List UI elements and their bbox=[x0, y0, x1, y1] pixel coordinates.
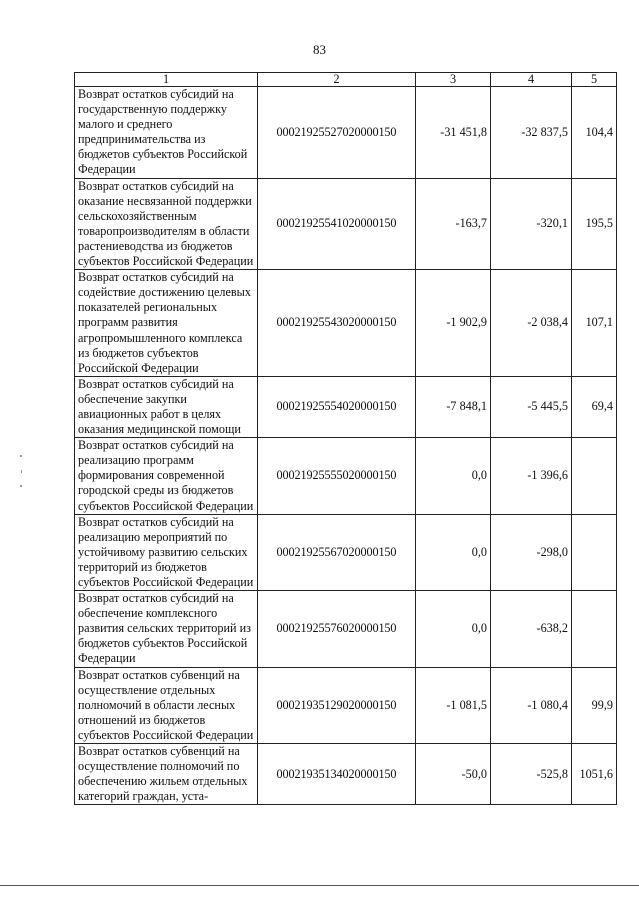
budget-code-cell: 00021935134020000150 bbox=[258, 744, 416, 805]
scan-speck bbox=[20, 455, 22, 457]
budget-code-cell: 00021925543020000150 bbox=[258, 270, 416, 377]
value-col3-cell: -31 451,8 bbox=[416, 87, 491, 179]
table-row bbox=[75, 744, 617, 805]
table-row bbox=[75, 87, 617, 179]
revenue-name-cell: Возврат остатков субвенций на осуществление полномочий по обеспечению жильем отдельных категорий граждан, уста- bbox=[75, 744, 258, 805]
budget-code-cell: 00021935129020000150 bbox=[258, 667, 416, 743]
scan-speck bbox=[20, 485, 22, 487]
header-row bbox=[75, 73, 617, 87]
percent-cell: 1051,6 bbox=[572, 744, 617, 805]
value-col3-cell: -7 848,1 bbox=[416, 376, 491, 437]
table-row bbox=[75, 178, 617, 270]
value-col4-cell: -1 396,6 bbox=[491, 438, 572, 514]
value-col3-cell: -50,0 bbox=[416, 744, 491, 805]
percent-cell bbox=[572, 514, 617, 590]
budget-table bbox=[74, 72, 617, 805]
table-row bbox=[75, 270, 617, 377]
value-col3-cell: -1 902,9 bbox=[416, 270, 491, 377]
revenue-name-cell: Возврат остатков субвенций на осуществление отдельных полномочий в области лесных отношений из бюджетов субъектов Российской Федерации bbox=[75, 667, 258, 743]
revenue-name-cell: Возврат остатков субсидий на оказание несвязанной поддержки сельскохозяйственным товаропроизводителям в области растениеводства из бюджетов субъектов Российской Федерации bbox=[75, 178, 258, 270]
budget-code-cell: 00021925555020000150 bbox=[258, 438, 416, 514]
percent-cell: 107,1 bbox=[572, 270, 617, 377]
percent-cell: 69,4 bbox=[572, 376, 617, 437]
value-col4-cell: -525,8 bbox=[491, 744, 572, 805]
revenue-name-cell: Возврат остатков субсидий на содействие достижению целевых показателей региональных программ развития агропромышленного комплекса из бюджетов субъектов Российской Федерации bbox=[75, 270, 258, 377]
value-col3-cell: -1 081,5 bbox=[416, 667, 491, 743]
percent-cell: 99,9 bbox=[572, 667, 617, 743]
value-col4-cell: -320,1 bbox=[491, 178, 572, 270]
budget-code-cell: 00021925567020000150 bbox=[258, 514, 416, 590]
table-row bbox=[75, 591, 617, 667]
budget-code-cell: 00021925554020000150 bbox=[258, 376, 416, 437]
column-header: 3 bbox=[416, 73, 491, 87]
page-bottom-edge bbox=[0, 885, 639, 886]
table-row bbox=[75, 667, 617, 743]
budget-code-cell: 00021925527020000150 bbox=[258, 87, 416, 179]
table-row bbox=[75, 376, 617, 437]
value-col3-cell: 0,0 bbox=[416, 438, 491, 514]
page-number: 83 bbox=[313, 42, 326, 57]
column-header: 1 bbox=[75, 73, 258, 87]
value-col3-cell: 0,0 bbox=[416, 591, 491, 667]
revenue-name-cell: Возврат остатков субсидий на обеспечение закупки авиационных работ в целях оказания медицинской помощи bbox=[75, 376, 258, 437]
revenue-name-cell: Возврат остатков субсидий на реализацию программ формирования современной городской среды из бюджетов субъектов Российской Федерации bbox=[75, 438, 258, 514]
value-col4-cell: -638,2 bbox=[491, 591, 572, 667]
value-col3-cell: -163,7 bbox=[416, 178, 491, 270]
scan-speck bbox=[21, 470, 22, 473]
revenue-name-cell: Возврат остатков субсидий на государственную поддержку малого и среднего предпринимательства из бюджетов субъектов Российской Федерации bbox=[75, 87, 258, 179]
budget-code-cell: 00021925541020000150 bbox=[258, 178, 416, 270]
value-col3-cell: 0,0 bbox=[416, 514, 491, 590]
percent-cell: 195,5 bbox=[572, 178, 617, 270]
revenue-name-cell: Возврат остатков субсидий на обеспечение комплексного развития сельских территорий из бюджетов субъектов Российской Федерации bbox=[75, 591, 258, 667]
percent-cell bbox=[572, 591, 617, 667]
table-row bbox=[75, 514, 617, 590]
value-col4-cell: -5 445,5 bbox=[491, 376, 572, 437]
percent-cell: 104,4 bbox=[572, 87, 617, 179]
value-col4-cell: -2 038,4 bbox=[491, 270, 572, 377]
value-col4-cell: -32 837,5 bbox=[491, 87, 572, 179]
table-row bbox=[75, 438, 617, 514]
value-col4-cell: -298,0 bbox=[491, 514, 572, 590]
column-header: 5 bbox=[572, 73, 617, 87]
revenue-name-cell: Возврат остатков субсидий на реализацию мероприятий по устойчивому развитию сельских территорий из бюджетов субъектов Российской Федерации bbox=[75, 514, 258, 590]
budget-code-cell: 00021925576020000150 bbox=[258, 591, 416, 667]
value-col4-cell: -1 080,4 bbox=[491, 667, 572, 743]
column-header: 2 bbox=[258, 73, 416, 87]
column-header: 4 bbox=[491, 73, 572, 87]
percent-cell bbox=[572, 438, 617, 514]
